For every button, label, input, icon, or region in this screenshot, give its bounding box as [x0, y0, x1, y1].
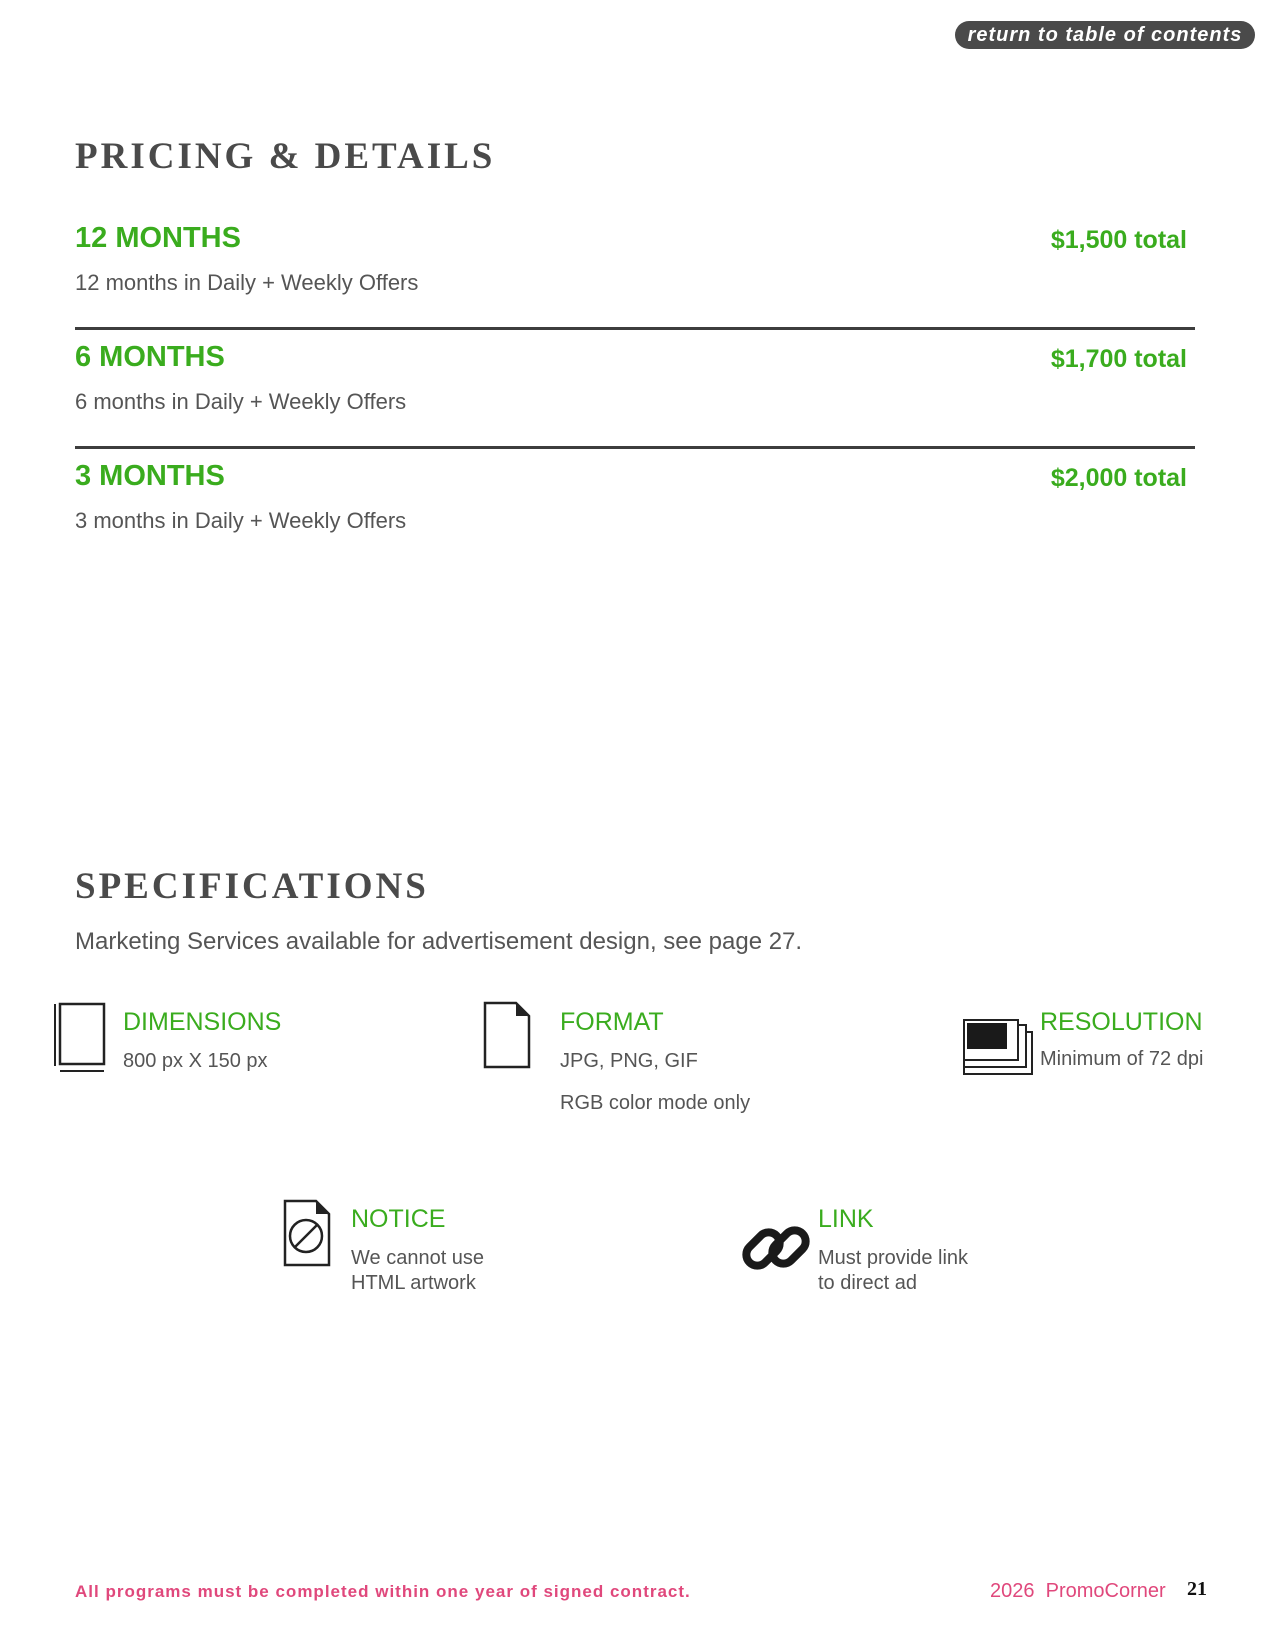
- plan-6-months: [75, 341, 1195, 441]
- file-icon: [482, 1000, 532, 1070]
- spec-label: LINK: [818, 1205, 874, 1233]
- specifications-subtitle: Marketing Services available for advertisement design, see page 27.: [75, 928, 803, 955]
- return-to-toc-button[interactable]: return to table of contents: [955, 21, 1255, 49]
- plan-description: 6 months in Daily + Weekly Offers: [75, 389, 407, 414]
- divider: [75, 446, 1195, 449]
- plan-price: $1,500 total: [1050, 226, 1187, 254]
- footer-note: All programs must be completed within one year of signed contract.: [75, 1582, 691, 1601]
- spec-label: DIMENSIONS: [123, 1008, 282, 1036]
- spec-detail: Must provide link: [818, 1247, 969, 1269]
- chain-link-icon: [740, 1212, 812, 1284]
- divider: [75, 327, 1195, 330]
- stacked-images-icon: [962, 1018, 1034, 1076]
- spec-detail: 800 px X 150 px: [123, 1050, 268, 1072]
- plan-price: $2,000 total: [1050, 464, 1187, 492]
- spec-detail: Minimum of 72 dpi: [1040, 1048, 1204, 1070]
- spec-label: NOTICE: [351, 1205, 446, 1233]
- plan-description: 3 months in Daily + Weekly Offers: [75, 508, 407, 533]
- page-number: 21: [1187, 1578, 1207, 1600]
- spec-detail: HTML artwork: [351, 1272, 476, 1294]
- footer-brand: 2026 PromoCorner: [990, 1580, 1166, 1602]
- spec-detail: JPG, PNG, GIF: [560, 1050, 698, 1072]
- spec-detail: We cannot use: [351, 1247, 485, 1269]
- plan-description: 12 months in Daily + Weekly Offers: [75, 270, 419, 295]
- plan-12-months: [75, 222, 1195, 322]
- spec-detail: RGB color mode only: [560, 1092, 751, 1114]
- spec-detail: to direct ad: [818, 1272, 917, 1294]
- plan-3-months: [75, 460, 1195, 560]
- specifications-title: SPECIFICATIONS: [75, 866, 429, 907]
- spec-label: RESOLUTION: [1040, 1008, 1203, 1036]
- file-prohibited-icon: [282, 1198, 332, 1268]
- pricing-title: PRICING & DETAILS: [75, 136, 496, 177]
- plan-name: 6 MONTHS: [75, 341, 225, 373]
- spec-label: FORMAT: [560, 1008, 664, 1036]
- plan-price: $1,700 total: [1050, 345, 1187, 373]
- plan-name: 3 MONTHS: [75, 460, 225, 492]
- page-dimensions-icon: [52, 1000, 108, 1074]
- plan-name: 12 MONTHS: [75, 222, 241, 254]
